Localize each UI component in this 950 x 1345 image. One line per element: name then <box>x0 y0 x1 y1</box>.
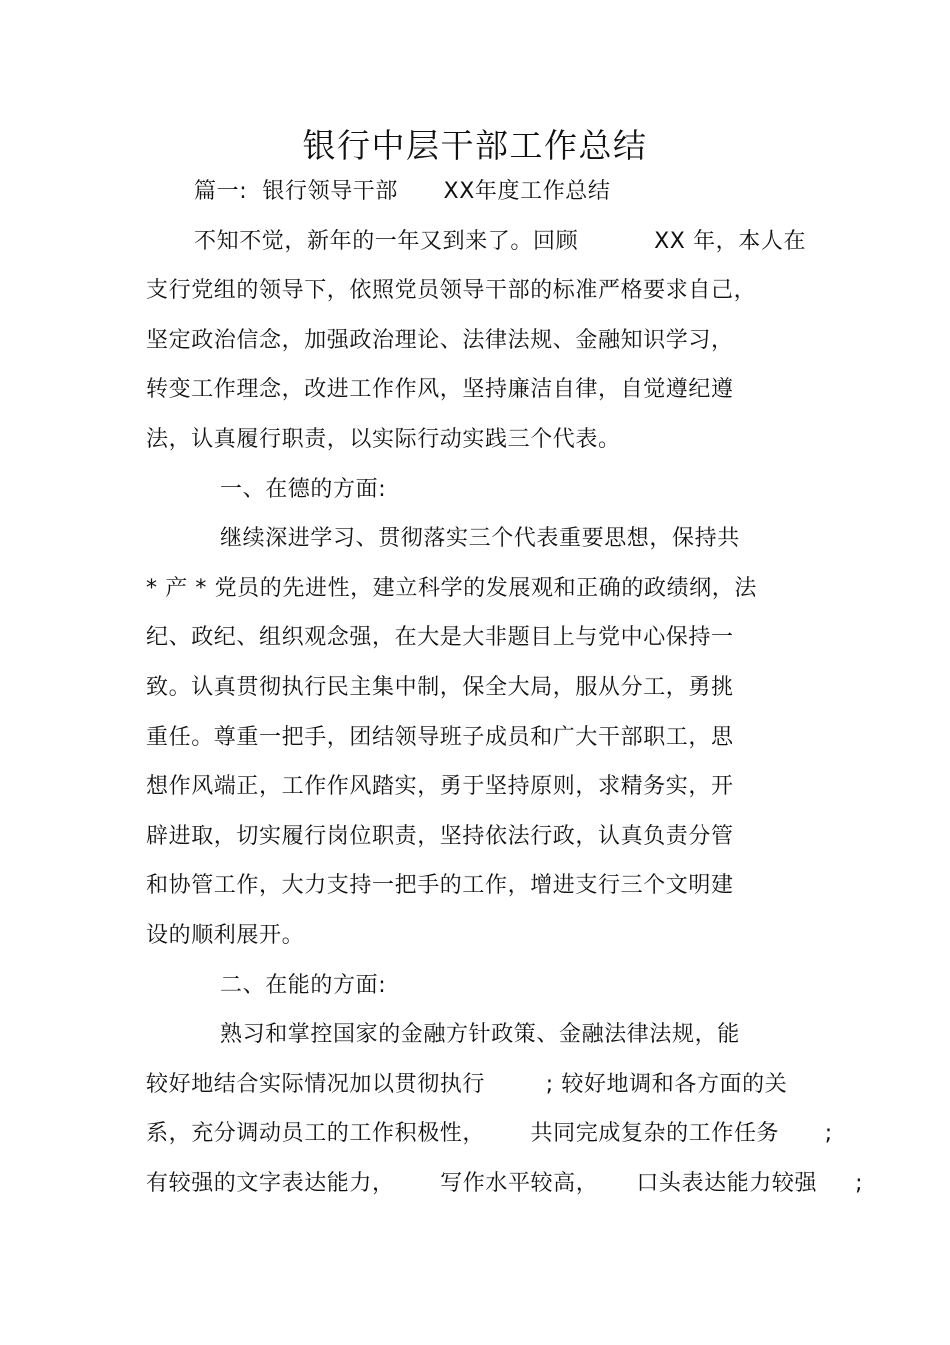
paragraph-line: 较好地结合实际情况加以贯彻执行 ; 较好地调和各方面的关 <box>146 1072 788 1097</box>
section-heading: 二、在能的方面: <box>220 973 387 998</box>
paragraph-line: 系，充分调动员工的工作积极性， 共同完成复杂的工作任务 ; <box>146 1121 833 1146</box>
paragraph-line: 重任。尊重一把手，团结领导班子成员和广大干部职工，思 <box>146 725 734 750</box>
paragraph-line: 坚定政治信念，加强政治理论、法律法规、金融知识学习， <box>146 328 734 353</box>
paragraph-line: 辟进取，切实履行岗位职责，坚持依法行政，认真负责分管 <box>146 824 734 849</box>
paragraph-line: 转变工作理念，改进工作作风，坚持廉洁自律，自觉遵纪遵 <box>146 377 734 402</box>
paragraph-line: 熟习和掌控国家的金融方针政策、金融法律法规，能 <box>220 1022 740 1047</box>
paragraph-line: 设的顺利展开。 <box>146 923 305 948</box>
paragraph-line: 和协管工作，大力支持一把手的工作，增进支行三个文明建 <box>146 873 734 898</box>
document-title: 银行中层干部工作总结 <box>302 126 648 165</box>
section-heading: 一、在德的方面: <box>220 477 387 502</box>
paragraph-line: 纪、政纪、组织观念强，在大是大非题目上与党中心保持一 <box>146 625 734 650</box>
paragraph-line: 支行党组的领导下，依照党员领导干部的标准严格要求自己， <box>146 278 757 303</box>
paragraph-line: 致。认真贯彻执行民主集中制，保全大局，服从分工，勇挑 <box>146 675 734 700</box>
paragraph-line: 继续深进学习、贯彻落实三个代表重要思想，保持共 <box>220 526 740 551</box>
article-subtitle: 篇一: 银行领导干部 XX年度工作总结 <box>194 179 611 204</box>
paragraph-line: 不知不觉，新年的一年又到来了。回顾 XX 年，本人在 <box>194 229 807 254</box>
paragraph-line: 有较强的文字表达能力， 写作水平较高， 口头表达能力较强 ; <box>146 1171 864 1196</box>
paragraph-line: 法，认真履行职责，以实际行动实践三个代表。 <box>146 427 621 452</box>
paragraph-line: 想作风端正，工作作风踏实，勇于坚持原则，求精务实，开 <box>146 774 734 799</box>
paragraph-line: * 产 * 党员的先进性，建立科学的发展观和正确的政绩纲，法 <box>146 576 757 601</box>
